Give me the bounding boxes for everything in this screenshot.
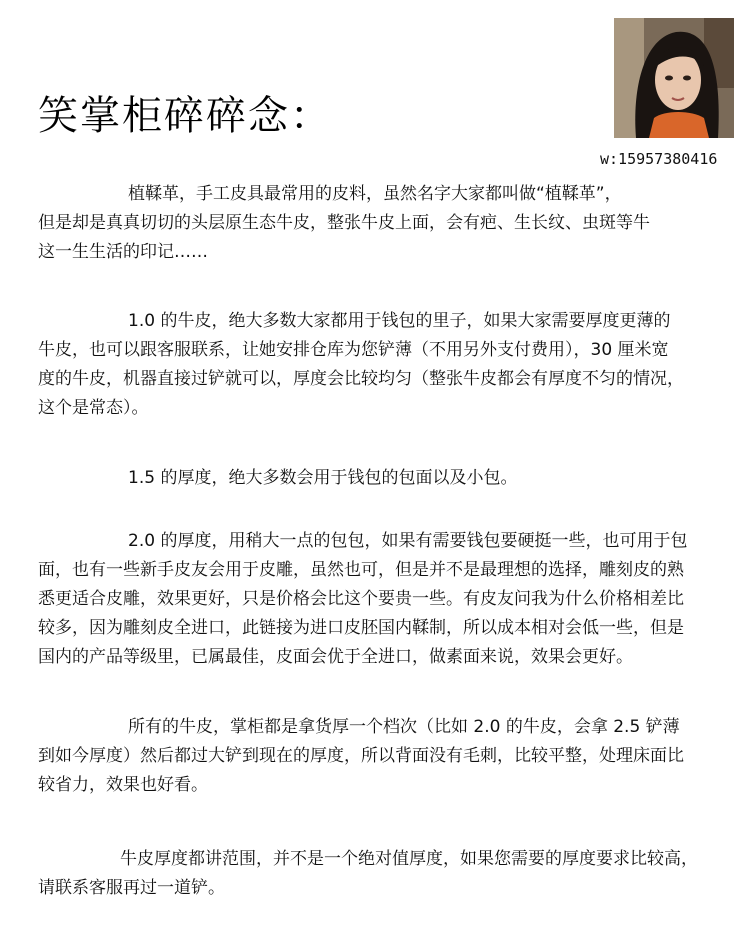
paragraph-4 [38, 527, 728, 672]
text-line: 2.0 的厚度，用稍大一点的包包，如果有需要钱包要硬挺一些，也可用于包 [128, 531, 688, 551]
text-line: 但是却是真真切切的头层原生态牛皮，整张牛皮上面，会有疤、生长纹、虫斑等牛 [38, 213, 650, 233]
text-line: 1.0 的牛皮，绝大多数大家都用于钱包的里子，如果大家需要厚度更薄的 [128, 311, 671, 331]
text-line: 请联系客服再过一道铲。 [38, 878, 225, 898]
portrait-image [614, 18, 734, 138]
text-line: 较多，因为雕刻皮全进口，此链接为进口皮胚国内鞣制，所以成本相对会低一些，但是 [38, 618, 684, 638]
text-line: 到如今厚度）然后都过大铲到现在的厚度，所以背面没有毛刺，比较平整，处理床面比 [38, 746, 684, 766]
text-line: 这个是常态）。 [38, 398, 149, 418]
page-title: 笑掌柜碎碎念： [38, 93, 332, 139]
text-line: 这一生生活的印记…… [38, 242, 208, 262]
wechat-contact: w:15957380416 [600, 150, 718, 168]
text-line: 牛皮，也可以跟客服联系，让她安排仓库为您铲薄（不用另外支付费用），30 厘米宽 [38, 340, 669, 360]
portrait-photo [614, 18, 734, 138]
text-line: 悉更适合皮雕，效果更好，只是价格会比这个要贵一些。有皮友问我为什么价格相差比 [38, 589, 684, 609]
text-line: 牛皮厚度都讲范围，并不是一个绝对值厚度，如果您需要的厚度要求比较高， [120, 849, 698, 869]
text-line: 面，也有一些新手皮友会用于皮雕，虽然也可，但是并不是最理想的选择，雕刻皮的熟 [38, 560, 684, 580]
paragraph-3 [38, 464, 728, 493]
text-line: 较省力，效果也好看。 [38, 775, 208, 795]
text-line: 植鞣革，手工皮具最常用的皮料，虽然名字大家都叫做“植鞣革”， [128, 184, 622, 204]
text-line: 国内的产品等级里，已属最佳，皮面会优于全进口，做素面来说，效果会更好。 [38, 647, 633, 667]
text-line: 所有的牛皮，掌柜都是拿货厚一个档次（比如 2.0 的牛皮，会拿 2.5 铲薄 [128, 717, 680, 737]
paragraph-6 [38, 845, 728, 903]
paragraph-1 [38, 180, 728, 267]
text-line: 度的牛皮，机器直接过铲就可以，厚度会比较均匀（整张牛皮都会有厚度不匀的情况， [38, 369, 684, 389]
paragraph-2 [38, 307, 728, 423]
paragraph-5 [38, 713, 728, 800]
text-line: 1.5 的厚度，绝大多数会用于钱包的包面以及小包。 [128, 468, 518, 488]
